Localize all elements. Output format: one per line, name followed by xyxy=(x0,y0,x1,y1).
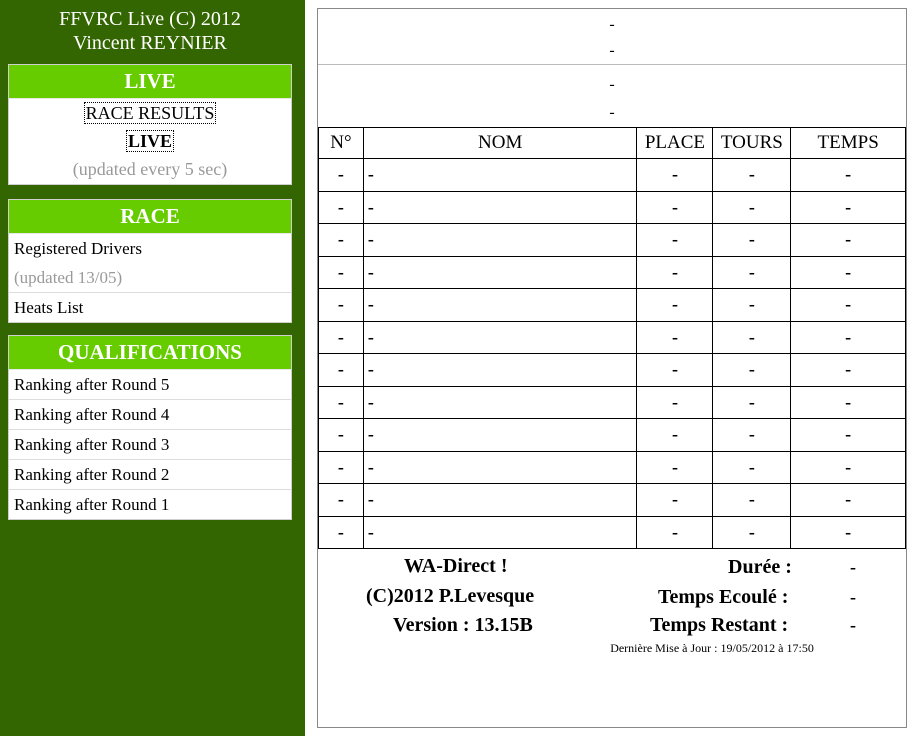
race-results-link[interactable] xyxy=(9,99,291,127)
cell-number: - xyxy=(319,289,364,322)
live-link-label[interactable]: LIVE xyxy=(127,131,172,151)
qualifications-panel-header: QUALIFICATIONS xyxy=(9,336,291,370)
cell-number: - xyxy=(319,386,364,419)
results-body xyxy=(319,159,906,549)
race-panel-header: RACE xyxy=(9,200,291,234)
ranking-round-4-link[interactable]: Ranking after Round 4 xyxy=(9,400,291,430)
ranking-round-3-link[interactable]: Ranking after Round 3 xyxy=(9,430,291,460)
cell-place: - xyxy=(637,451,713,484)
duree-value: - xyxy=(850,557,856,577)
info-line-3: - xyxy=(609,76,615,93)
last-update: Dernière Mise à Jour : 19/05/2012 à 17:50 xyxy=(610,641,814,655)
cell-tours: - xyxy=(713,159,791,192)
table-row xyxy=(319,516,906,549)
info-line-4: - xyxy=(609,104,615,121)
cell-tours: - xyxy=(713,224,791,257)
race-panel xyxy=(8,199,292,323)
col-header-place: PLACE xyxy=(637,128,713,159)
cell-nom: - xyxy=(363,191,637,224)
table-row xyxy=(319,191,906,224)
sidebar xyxy=(0,0,305,736)
cell-temps: - xyxy=(791,451,906,484)
cell-temps: - xyxy=(791,386,906,419)
cell-place: - xyxy=(637,354,713,387)
ranking-round-2-link[interactable]: Ranking after Round 2 xyxy=(9,460,291,490)
cell-tours: - xyxy=(713,256,791,289)
version: Version : 13.15B xyxy=(393,614,533,636)
cell-place: - xyxy=(637,516,713,549)
cell-temps: - xyxy=(791,191,906,224)
qualifications-panel xyxy=(8,335,292,520)
col-header-temps: TEMPS xyxy=(791,128,906,159)
cell-tours: - xyxy=(713,191,791,224)
cell-temps: - xyxy=(791,159,906,192)
table-row xyxy=(319,256,906,289)
cell-place: - xyxy=(637,191,713,224)
cell-number: - xyxy=(319,516,364,549)
cell-tours: - xyxy=(713,321,791,354)
cell-number: - xyxy=(319,159,364,192)
cell-number: - xyxy=(319,484,364,517)
credit-line-1: FFVRC Live (C) 2012 xyxy=(59,8,241,30)
cell-place: - xyxy=(637,159,713,192)
table-row xyxy=(319,224,906,257)
credit-line-2: Vincent REYNIER xyxy=(73,32,227,54)
col-header-number: N° xyxy=(319,128,364,159)
cell-place: - xyxy=(637,321,713,354)
cell-nom: - xyxy=(363,321,637,354)
cell-number: - xyxy=(319,224,364,257)
table-row xyxy=(319,289,906,322)
ranking-round-1-link[interactable]: Ranking after Round 1 xyxy=(14,495,170,514)
table-row xyxy=(319,419,906,452)
cell-place: - xyxy=(637,386,713,419)
cell-tours: - xyxy=(713,419,791,452)
cell-temps: - xyxy=(791,256,906,289)
temps-ecoule-value: - xyxy=(850,587,856,607)
registered-drivers-note: (updated 13/05) xyxy=(9,263,291,293)
cell-nom: - xyxy=(363,289,637,322)
copyright: (C)2012 P.Levesque xyxy=(366,585,535,607)
cell-number: - xyxy=(319,354,364,387)
cell-nom: - xyxy=(363,419,637,452)
cell-temps: - xyxy=(791,516,906,549)
cell-nom: - xyxy=(363,224,637,257)
cell-tours: - xyxy=(713,516,791,549)
cell-place: - xyxy=(637,289,713,322)
table-row xyxy=(319,321,906,354)
table-row xyxy=(319,354,906,387)
cell-temps: - xyxy=(791,321,906,354)
cell-tours: - xyxy=(713,386,791,419)
cell-place: - xyxy=(637,419,713,452)
cell-nom: - xyxy=(363,516,637,549)
registered-drivers-link[interactable]: Registered Drivers xyxy=(14,239,142,258)
cell-tours: - xyxy=(713,289,791,322)
cell-temps: - xyxy=(791,354,906,387)
live-link[interactable] xyxy=(9,127,291,155)
cell-temps: - xyxy=(791,224,906,257)
results-table xyxy=(318,127,906,549)
table-header-row xyxy=(319,128,906,159)
table-row xyxy=(319,386,906,419)
cell-number: - xyxy=(319,419,364,452)
info-line-2: - xyxy=(609,42,615,59)
col-header-nom: NOM xyxy=(363,128,637,159)
cell-number: - xyxy=(319,451,364,484)
table-row xyxy=(319,159,906,192)
cell-temps: - xyxy=(791,484,906,517)
live-panel xyxy=(8,64,292,185)
info-divider xyxy=(318,64,906,65)
cell-number: - xyxy=(319,191,364,224)
cell-tours: - xyxy=(713,451,791,484)
info-line-1: - xyxy=(609,16,615,33)
cell-number: - xyxy=(319,256,364,289)
ranking-round-5-link[interactable]: Ranking after Round 5 xyxy=(9,370,291,400)
duree-label: Durée : xyxy=(728,556,792,578)
temps-restant-label: Temps Restant : xyxy=(650,614,789,636)
cell-temps: - xyxy=(791,289,906,322)
live-update-note: (updated every 5 sec) xyxy=(72,159,228,179)
table-row xyxy=(319,451,906,484)
cell-place: - xyxy=(637,224,713,257)
cell-temps: - xyxy=(791,419,906,452)
cell-place: - xyxy=(637,256,713,289)
results-frame xyxy=(317,8,907,728)
col-header-tours: TOURS xyxy=(713,128,791,159)
cell-nom: - xyxy=(363,451,637,484)
temps-ecoule-label: Temps Ecoulé : xyxy=(658,586,789,608)
heats-list-link[interactable]: Heats List xyxy=(14,298,84,317)
table-row xyxy=(319,484,906,517)
live-panel-header: LIVE xyxy=(9,65,291,99)
cell-nom: - xyxy=(363,256,637,289)
cell-nom: - xyxy=(363,354,637,387)
app-name: WA-Direct ! xyxy=(404,555,508,577)
cell-nom: - xyxy=(363,484,637,517)
cell-number: - xyxy=(319,321,364,354)
cell-tours: - xyxy=(713,354,791,387)
cell-nom: - xyxy=(363,159,637,192)
cell-tours: - xyxy=(713,484,791,517)
race-results-label[interactable]: RACE RESULTS xyxy=(85,103,215,123)
temps-restant-value: - xyxy=(850,615,856,635)
cell-place: - xyxy=(637,484,713,517)
cell-nom: - xyxy=(363,386,637,419)
